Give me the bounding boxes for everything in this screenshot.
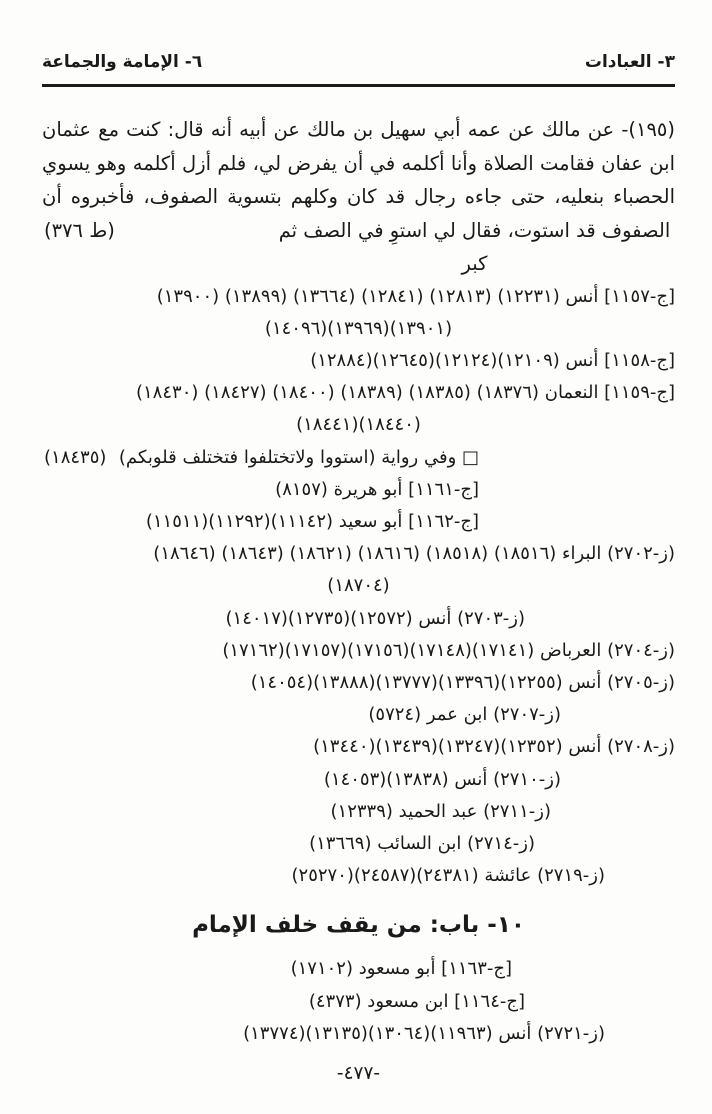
reference-text: (ز-٢٧١١) عبد الحميد (١٢٣٣٩) bbox=[330, 800, 551, 822]
reference-line bbox=[42, 635, 675, 667]
reference-line bbox=[42, 828, 675, 860]
reference-line bbox=[42, 986, 675, 1018]
paragraph-last-text: الصفوف قد استوت، فقال لي استوِ في الصف ثم كبر bbox=[278, 218, 671, 275]
reference-line bbox=[42, 570, 675, 602]
page-header bbox=[42, 52, 675, 72]
reference-text: [ج-١١٦٢] أبو سعيد (١١١٤٢)(١١٢٩٢)(١١٥١١) bbox=[145, 510, 479, 532]
paragraph-last-line bbox=[42, 214, 675, 281]
reference-line bbox=[42, 860, 675, 892]
reference-text: □ وفي رواية (استووا ولاتختلفوا فتختلف قلوبكم) bbox=[118, 446, 479, 468]
reference-text: (ز-٢٧٠٢) البراء (١٨٥١٦) (١٨٥١٨) (١٨٦١٦) (١٨٦٢١) (١٨٦٤٣) (١٨٦٤٦) bbox=[153, 543, 675, 565]
reference-line bbox=[42, 474, 675, 506]
reference-line bbox=[42, 953, 675, 985]
chapter-heading: ١٠- باب: من يقف خلف الإمام bbox=[192, 912, 525, 939]
reference-line bbox=[42, 796, 675, 828]
header-section-right-label: ٣- العبادات bbox=[584, 52, 675, 72]
hadith-paragraph bbox=[42, 113, 675, 281]
page-content bbox=[42, 113, 675, 1084]
reference-text: [ج-١١٦٤] ابن مسعود (٤٣٧٣) bbox=[308, 990, 525, 1012]
page-number: -٤٧٧- bbox=[336, 1062, 381, 1084]
reference-line bbox=[42, 603, 675, 635]
reference-line bbox=[42, 377, 675, 409]
reference-text: [ج-١١٥٨] أنس (١٢١٠٩)(١٢١٢٤)(١٢٦٤٥)(١٢٨٨٤) bbox=[310, 349, 675, 371]
reference-text: (ز-٢٧١٤) ابن السائب (١٣٦٦٩) bbox=[309, 832, 535, 854]
reference-line bbox=[42, 731, 675, 763]
chapter-references-list bbox=[42, 953, 675, 1050]
references-list bbox=[42, 281, 675, 893]
reference-sidenote: (١٨٤٣٥) bbox=[44, 446, 107, 468]
reference-line bbox=[42, 764, 675, 796]
reference-text: (ز-٢٧١٩) عائشة (٢٤٣٨١)(٢٤٥٨٧)(٢٥٢٧٠) bbox=[291, 865, 605, 887]
reference-text: (ز-٢٧١٠) أنس (١٣٨٣٨)(١٤٠٥٣) bbox=[323, 768, 561, 790]
reference-line bbox=[42, 538, 675, 570]
print-ref-label: (ط ٣٧٦) bbox=[44, 218, 115, 242]
paragraph-line: الحصباء بنعليه، حتى جاءه رجال قد كان وكلهم بتسوية الصفوف، فأخبروه أن bbox=[42, 185, 675, 208]
reference-line bbox=[42, 409, 675, 441]
reference-text: (ز-٢٧٢١) أنس (١١٩٦٣)(١٣٠٦٤)(١٣١٣٥)(١٣٧٧٤) bbox=[243, 1022, 605, 1044]
reference-line bbox=[42, 1018, 675, 1050]
reference-text: [ج-١١٥٧] أنس (١٢٢٣١) (١٢٨١٣) (١٢٨٤١) (١٣٦٦٤) (١٣٨٩٩) (١٣٩٠٠) bbox=[156, 285, 675, 307]
reference-text: [ج-١١٦٣] أبو مسعود (١٧١٠٢) bbox=[290, 958, 512, 980]
reference-text: (١٨٤٤٠)(١٨٤٤١) bbox=[296, 414, 421, 436]
reference-line bbox=[42, 699, 675, 731]
reference-line bbox=[42, 281, 675, 313]
reference-text: (ز-٢٧٠٥) أنس (١٢٢٥٥)(١٣٣٩٦)(١٣٧٧٧)(١٣٨٨٨)(١٤٠٥٤) bbox=[250, 671, 675, 693]
reference-line bbox=[42, 345, 675, 377]
reference-text: (١٨٧٠٤) bbox=[327, 575, 390, 597]
header-rule bbox=[42, 84, 675, 87]
reference-text: [ج-١١٦١] أبو هريرة (٨١٥٧) bbox=[275, 478, 479, 500]
paragraph-line: ابن عفان فقامت الصلاة وأنا أكلمه في أن يفرض لي، فلم أزل أكلمه وهو يسوي bbox=[42, 151, 675, 175]
header-section-left-label: ٦- الإمامة والجماعة bbox=[42, 52, 203, 72]
reference-text: (ز-٢٧٠٨) أنس (١٢٣٥٢)(١٣٢٤٧)(١٣٤٣٩)(١٣٤٤٠) bbox=[313, 736, 675, 758]
reference-text: (ز-٢٧٠٧) ابن عمر (٥٧٢٤) bbox=[368, 704, 561, 726]
paragraph-lines bbox=[42, 113, 675, 214]
reference-text: (١٣٩٠١)(١٣٩٦٩)(١٤٠٩٦) bbox=[264, 317, 453, 339]
paragraph-line: (١٩٥)- عن مالك عن عمه أبي سهيل بن مالك عن أبيه أنه قال: كنت مع عثمان bbox=[42, 118, 675, 141]
reference-line bbox=[42, 313, 675, 345]
reference-text: (ز-٢٧٠٤) العرباض (١٧١٤١)(١٧١٤٨)(١٧١٥٦)(١٧١٥٧)(١٧١٦٢) bbox=[222, 639, 675, 661]
reference-text: (ز-٢٧٠٣) أنس (١٢٥٧٢)(١٢٧٣٥)(١٤٠١٧) bbox=[225, 607, 525, 629]
reference-line bbox=[42, 667, 675, 699]
reference-line bbox=[42, 442, 675, 474]
reference-line bbox=[42, 506, 675, 538]
reference-text: [ج-١١٥٩] النعمان (١٨٣٧٦) (١٨٣٨٥) (١٨٣٨٩) (١٨٤٠٠) (١٨٤٢٧) (١٨٤٣٠) bbox=[135, 382, 675, 404]
